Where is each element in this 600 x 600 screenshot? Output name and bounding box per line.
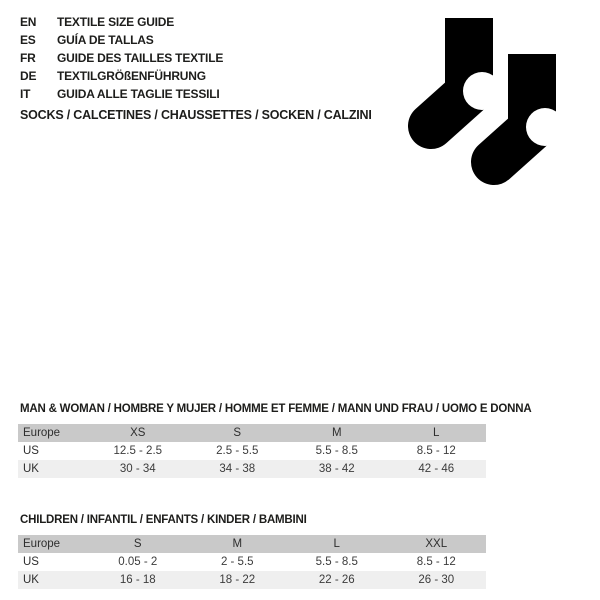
language-title-block <box>20 13 223 103</box>
size-value-cell: 2.5 - 5.5 <box>188 442 288 460</box>
lang-code: IT <box>20 87 31 101</box>
sock-shape <box>494 54 564 162</box>
size-value-cell: 8.5 - 12 <box>387 553 487 571</box>
size-value-cell: 2 - 5.5 <box>188 553 288 571</box>
lang-label: GUIDE DES TAILLES TEXTILE <box>57 51 224 65</box>
column-header: L <box>387 424 487 442</box>
size-value-cell: 8.5 - 12 <box>387 442 487 460</box>
size-table <box>18 535 486 589</box>
lang-label: TEXTILE SIZE GUIDE <box>57 15 175 29</box>
size-table <box>18 424 486 478</box>
region-cell: UK <box>18 571 88 589</box>
column-header: L <box>287 535 387 553</box>
region-cell: US <box>18 553 88 571</box>
column-header: M <box>188 535 288 553</box>
size-value-cell: 22 - 26 <box>287 571 387 589</box>
lang-row-fr <box>20 49 223 67</box>
column-header: Europe <box>18 535 88 553</box>
table-title: MAN & WOMAN / HOMBRE Y MUJER / HOMME ET FEMME / MANN UND FRAU / UOMO E DONNA <box>20 403 532 415</box>
size-value-cell: 5.5 - 8.5 <box>287 553 387 571</box>
column-header: S <box>88 535 188 553</box>
lang-row-it <box>20 85 223 103</box>
lang-code: ES <box>20 33 36 47</box>
lang-row-es <box>20 31 223 49</box>
lang-row-en <box>20 13 223 31</box>
lang-label: TEXTILGRÖßENFÜHRUNG <box>57 69 206 83</box>
size-value-cell: 5.5 - 8.5 <box>287 442 387 460</box>
size-value-cell: 26 - 30 <box>387 571 487 589</box>
size-value-cell: 34 - 38 <box>188 460 288 478</box>
category-line: SOCKS / CALCETINES / CHAUSSETTES / SOCKEN / CALZINI <box>20 108 372 122</box>
lang-label: GUIDA ALLE TAGLIE TESSILI <box>57 87 220 101</box>
size-value-cell: 42 - 46 <box>387 460 487 478</box>
column-header: XS <box>88 424 188 442</box>
table-children <box>18 514 486 589</box>
lang-code: DE <box>20 69 37 83</box>
table-man-woman <box>18 403 532 478</box>
sock-shape <box>431 18 501 126</box>
table-title: CHILDREN / INFANTIL / ENFANTS / KINDER / BAMBINI <box>20 514 307 526</box>
lang-code: FR <box>20 51 36 65</box>
column-header: M <box>287 424 387 442</box>
lang-code: EN <box>20 15 37 29</box>
size-value-cell: 0.05 - 2 <box>88 553 188 571</box>
lang-row-de <box>20 67 223 85</box>
column-header: XXL <box>387 535 487 553</box>
size-value-cell: 30 - 34 <box>88 460 188 478</box>
size-value-cell: 18 - 22 <box>188 571 288 589</box>
socks-icon <box>398 8 566 188</box>
size-value-cell: 16 - 18 <box>88 571 188 589</box>
size-value-cell: 38 - 42 <box>287 460 387 478</box>
column-header: Europe <box>18 424 88 442</box>
region-cell: UK <box>18 460 88 478</box>
column-header: S <box>188 424 288 442</box>
lang-label: GUÍA DE TALLAS <box>57 33 154 47</box>
size-value-cell: 12.5 - 2.5 <box>88 442 188 460</box>
region-cell: US <box>18 442 88 460</box>
